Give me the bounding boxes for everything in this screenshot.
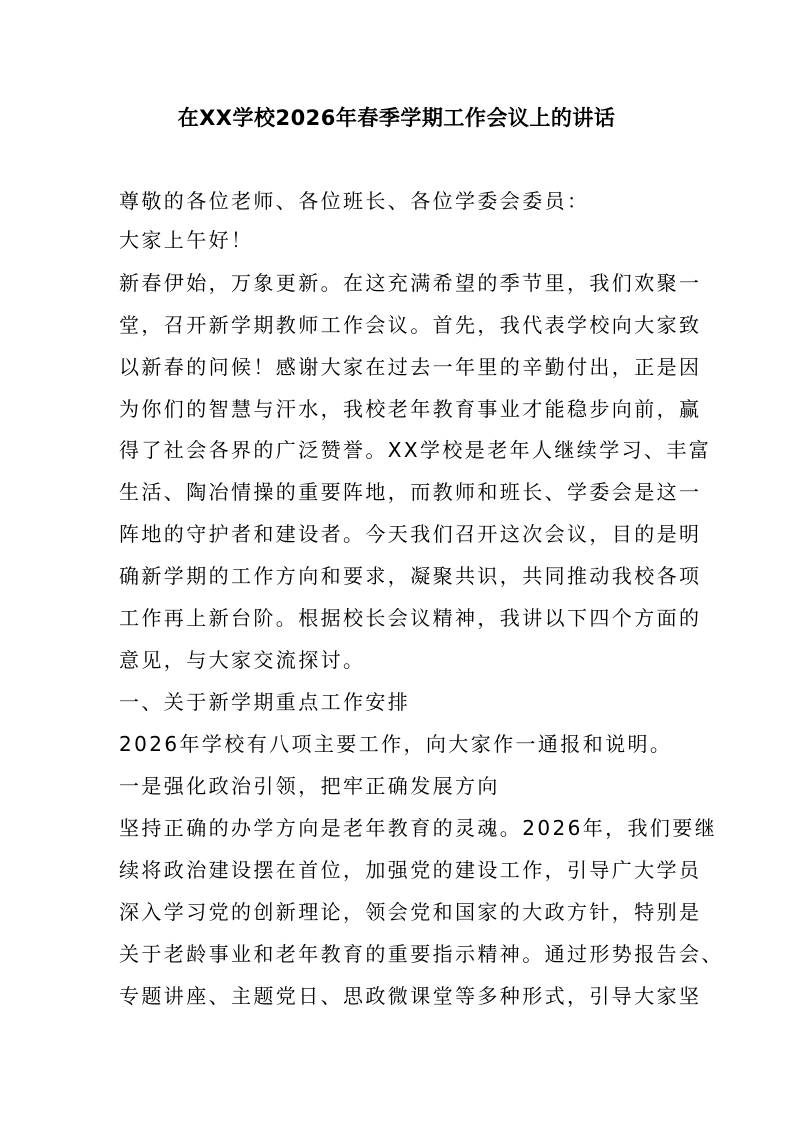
paragraph-line: 生活、陶冶情操的重要阵地，而教师和班长、学委会是这一: [119, 480, 702, 504]
paragraph-line: 深入学习党的创新理论，领会党和国家的大政方针，特别是: [119, 900, 702, 924]
section-heading: 一、关于新学期重点工作安排: [119, 690, 411, 714]
paragraph-line: 堂，召开新学期教师工作会议。首先，我代表学校向大家致: [119, 313, 702, 337]
paragraph-line: 专题讲座、主题党日、思政微课堂等多种形式，引导大家坚: [119, 984, 702, 1008]
paragraph-line: 工作再上新台阶。根据校长会议精神，我讲以下四个方面的: [119, 606, 702, 630]
paragraph-line: 新春伊始，万象更新。在这充满希望的季节里，我们欢聚一: [119, 271, 702, 295]
paragraph-line: 关于老龄事业和老年教育的重要指示精神。通过形势报告会、: [119, 942, 724, 966]
paragraph-line: 坚持正确的办学方向是老年教育的灵魂。2026年，我们要继: [119, 816, 718, 840]
paragraph-line: 尊敬的各位老师、各位班长、各位学委会委员：: [119, 189, 590, 213]
paragraph-line: 2026年学校有八项主要工作，向大家作一通报和说明。: [119, 732, 673, 756]
paragraph-line: 大家上午好！: [119, 228, 254, 252]
paragraph-line: 得了社会各界的广泛赞誉。XX学校是老年人继续学习、丰富: [119, 438, 712, 462]
paragraph-line: 阵地的守护者和建设者。今天我们召开这次会议，目的是明: [119, 522, 702, 546]
paragraph-line: 续将政治建设摆在首位，加强党的建设工作，引导广大学员: [119, 858, 702, 882]
document-title: 在XX学校2026年春季学期工作会议上的讲话: [177, 106, 616, 130]
paragraph-line: 确新学期的工作方向和要求，凝聚共识，共同推动我校各项: [119, 564, 702, 588]
subsection-heading: 一是强化政治引领，把牢正确发展方向: [119, 774, 500, 798]
paragraph-line: 以新春的问候！感谢大家在过去一年里的辛勤付出，正是因: [119, 355, 702, 379]
paragraph-line: 意见，与大家交流探讨。: [119, 648, 366, 672]
paragraph-line: 为你们的智慧与汗水，我校老年教育事业才能稳步向前，赢: [119, 397, 702, 421]
